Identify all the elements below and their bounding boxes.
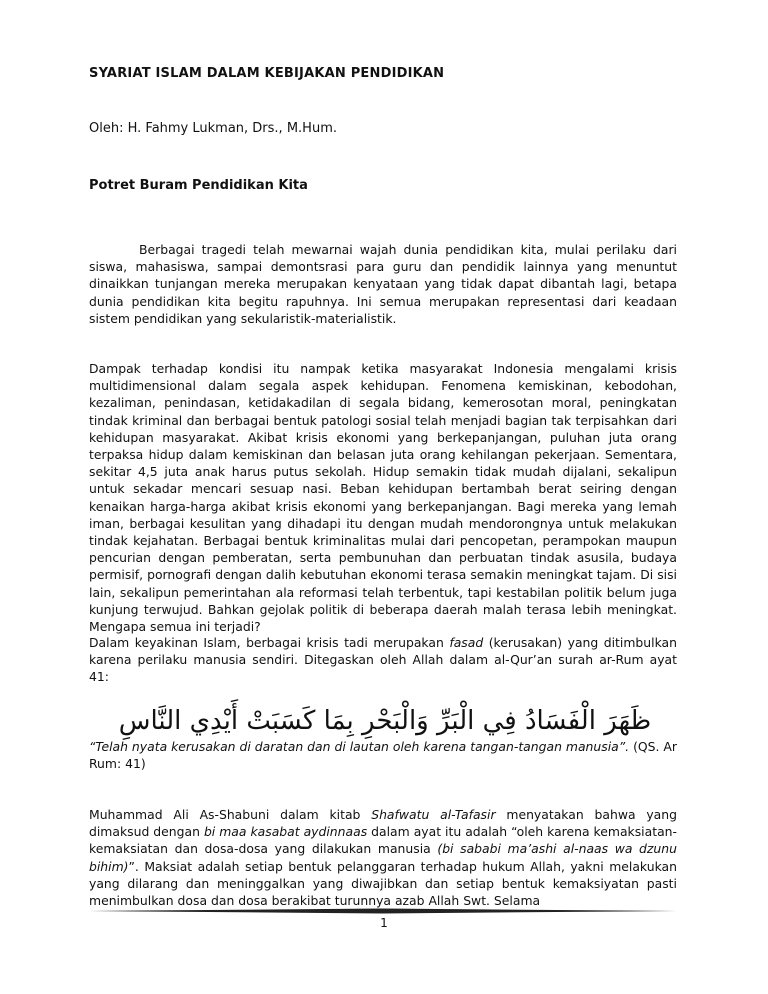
- translation-source: (QS. Ar Rum: 41): [89, 739, 677, 772]
- document-title: SYARIAT ISLAM DALAM KEBIJAKAN PENDIDIKAN: [89, 66, 445, 81]
- paragraph-3-text-a: Dalam keyakinan Islam, berbagai krisis tadi merupakan: [89, 635, 450, 650]
- paragraph-4-text-d: ”. Maksiat adalah setiap bentuk pelanggaran terhadap hukum Allah, yakni melakukan yang dilarang dan meninggalkan yang diwajibkan dan setiap bentuk kemaksiyatan pasti menimbulkan dosa dan dosa berakibat turunnya azab Allah Swt. Selama: [89, 858, 677, 909]
- paragraph-4-text-c: dalam ayat itu adalah “oleh karena kemaksiatan-kemaksiatan dan dosa-dosa yang dilakukan manusia: [89, 824, 677, 857]
- paragraph-3: [89, 634, 677, 686]
- arabic-verse: ظَهَرَ الْفَسَادُ فِي الْبَرِّ وَالْبَحْرِ بِمَا كَسَبَتْ أَيْدِي النَّاسِ: [118, 706, 652, 736]
- paragraph-2: Dampak terhadap kondisi itu nampak ketika masyarakat Indonesia mengalami krisis multidimensional dalam segala aspek kehidupan. Fenomena kemiskinan, kebodohan, kezaliman, penindasan, ketidakadilan di segala bidang, kemerosotan moral, peningkatan tindak kriminal dan berbagai bentuk patologi sosial telah menjadi bagian tak terpisahkan dari kehidupan masyarakat. Akibat krisis ekonomi yang berkepanjangan, puluhan juta orang terpaksa hidup dalam kemiskinan dan belasan juta orang kehilangan pekerjaan. Sementara, sekitar 4,5 juta anak harus putus sekolah. Hidup semakin tidak mudah dijalani, sekalipun untuk sekadar mencari sesuap nasi. Beban kehidupan bertambah berat seiring dengan kenaikan harga-harga akibat krisis ekonomi yang berkepanjangan. Bagi mereka yang lemah iman, berbagai kesulitan yang dihadapi itu dengan mudah mendorongnya untuk melakukan tindak kejahatan. Berbagai bentuk kriminalitas mulai dari pencopetan, perampokan maupun pencurian dengan pemberatan, serta pembunuhan dan perbuatan tindak asusila, budaya permisif, pornografi dengan dalih kebutuhan ekonomi terasa semakin meningkat tajam. Di sisi lain, sekalipun pemerintahan ala reformasi telah terbentuk, tapi kestabilan politik belum juga kunjung terwujud. Bahkan gejolak politik di beberapa daerah malah terasa lebih meningkat. Mengapa semua ini terjadi?: [89, 361, 677, 635]
- paragraph-3-text-b: (kerusakan) yang ditimbulkan karena perilaku manusia sendiri. Ditegaskan oleh Allah dalam al-Qur’an surah ar-Rum ayat 41:: [89, 635, 677, 685]
- verse-translation: [89, 738, 677, 772]
- paragraph-4-text-a: Muhammad Ali As-Shabuni dalam kitab: [89, 807, 372, 822]
- author-line: Oleh: H. Fahmy Lukman, Drs., M.Hum.: [89, 121, 337, 136]
- paragraph-4: [89, 806, 677, 909]
- arabic-phrase-1: bi maa kasabat aydinnaas: [203, 824, 368, 840]
- translation-quote: “Telah nyata kerusakan di daratan dan di lautan oleh karena tangan-tangan manusia”.: [89, 739, 630, 754]
- section-heading: Potret Buram Pendidikan Kita: [89, 178, 308, 193]
- page-number: 1: [380, 916, 388, 930]
- paragraph-1: Berbagai tragedi telah mewarnai wajah dunia pendidikan kita, mulai perilaku dari siswa, mahasiswa, sampai demontsrasi para guru dan pendidik lainnya yang menuntut dinaikkan tunjangan mereka merupakan kenyataan yang tidak dapat dibantah lagi, betapa dunia pendidikan kita begitu rapuhnya. Ini semua merupakan representasi dari keadaan sistem pendidikan yang sekularistik-materialistik.: [89, 242, 677, 326]
- paragraph-4-text-b: menyatakan bahwa yang dimaksud dengan: [89, 807, 677, 840]
- book-title: Shafwatu al-Tafasir: [371, 807, 496, 822]
- arabic-phrase-2: (bi sababi ma’ashi al-naas wa dzunu bihim): [89, 841, 677, 874]
- term-fasad: fasad: [449, 635, 484, 650]
- footer-rule: [89, 908, 677, 914]
